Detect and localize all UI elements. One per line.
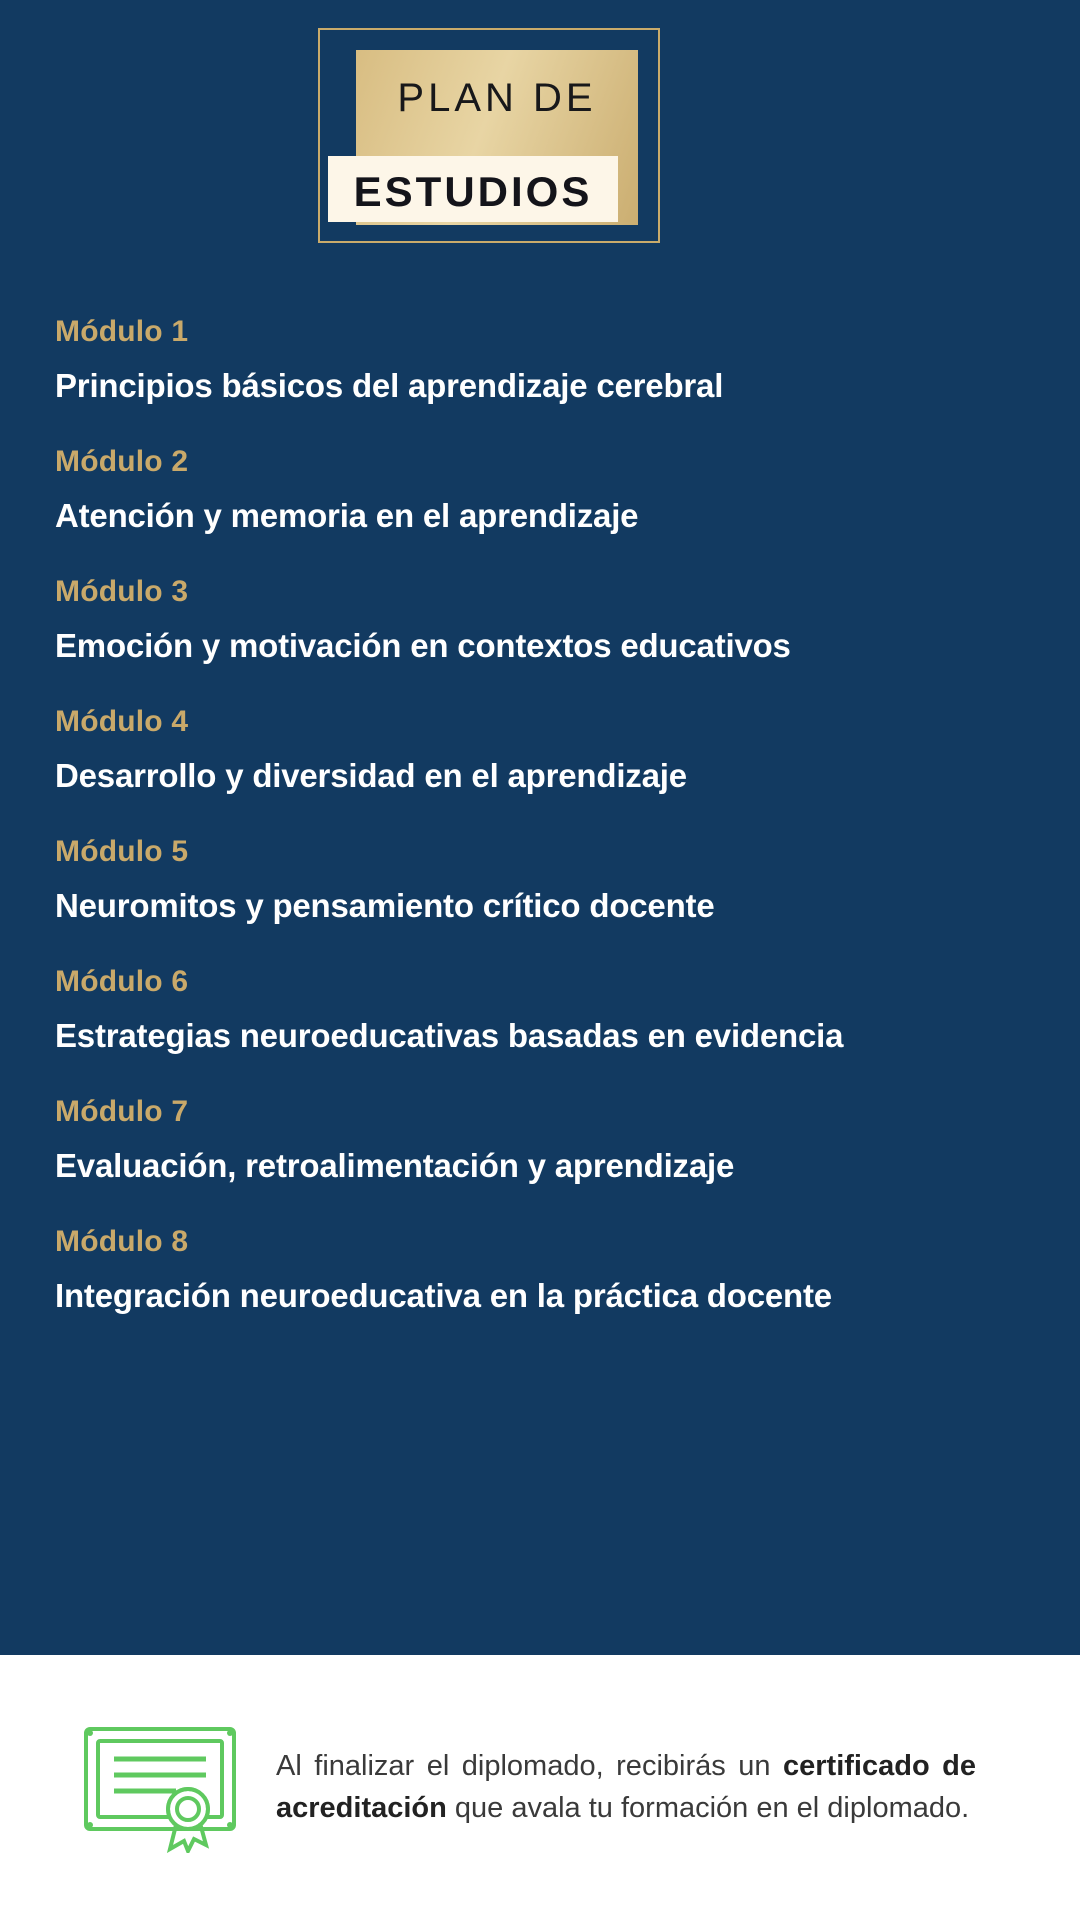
module-title: Evaluación, retroalimentación y aprendizaje bbox=[55, 1147, 735, 1184]
list-item bbox=[55, 835, 1030, 925]
footer-text-part1: Al finalizar el diplomado, recibirás un bbox=[276, 1750, 783, 1783]
module-label: Módulo 3 bbox=[55, 575, 189, 608]
list-item bbox=[55, 1225, 1030, 1315]
footer-note bbox=[0, 1655, 1080, 1920]
module-title: Desarrollo y diversidad en el aprendizaje bbox=[55, 757, 687, 794]
list-item bbox=[55, 965, 1030, 1055]
module-title: Atención y memoria en el aprendizaje bbox=[55, 497, 639, 534]
list-item bbox=[55, 445, 1030, 535]
module-title: Principios básicos del aprendizaje cerebral bbox=[55, 367, 724, 404]
list-item bbox=[55, 705, 1030, 795]
module-label: Módulo 6 bbox=[55, 965, 189, 998]
module-label: Módulo 1 bbox=[55, 315, 189, 348]
page-title-line2: ESTUDIOS bbox=[353, 168, 593, 215]
header-badge bbox=[318, 28, 673, 243]
module-title: Estrategias neuroeducativas basadas en evidencia bbox=[55, 1017, 844, 1054]
module-title: Integración neuroeducativa en la práctica docente bbox=[55, 1277, 832, 1314]
footer-text-bold: certificado de acreditación bbox=[276, 1750, 976, 1824]
module-label: Módulo 8 bbox=[55, 1225, 189, 1258]
module-title: Emoción y motivación en contextos educativos bbox=[55, 627, 791, 664]
footer-text-part2: que avala tu formación en el diplomado. bbox=[446, 1791, 970, 1824]
footer-text bbox=[276, 1746, 976, 1828]
module-label: Módulo 4 bbox=[55, 705, 189, 738]
modules-list bbox=[55, 315, 1030, 1355]
list-item bbox=[55, 575, 1030, 665]
list-item bbox=[55, 315, 1030, 405]
module-label: Módulo 7 bbox=[55, 1095, 189, 1128]
module-label: Módulo 2 bbox=[55, 445, 189, 478]
certificate-icon bbox=[80, 1723, 240, 1853]
module-label: Módulo 5 bbox=[55, 835, 189, 868]
page-title-line1: PLAN DE bbox=[397, 76, 597, 120]
list-item bbox=[55, 1095, 1030, 1185]
module-title: Neuromitos y pensamiento crítico docente bbox=[55, 887, 715, 924]
